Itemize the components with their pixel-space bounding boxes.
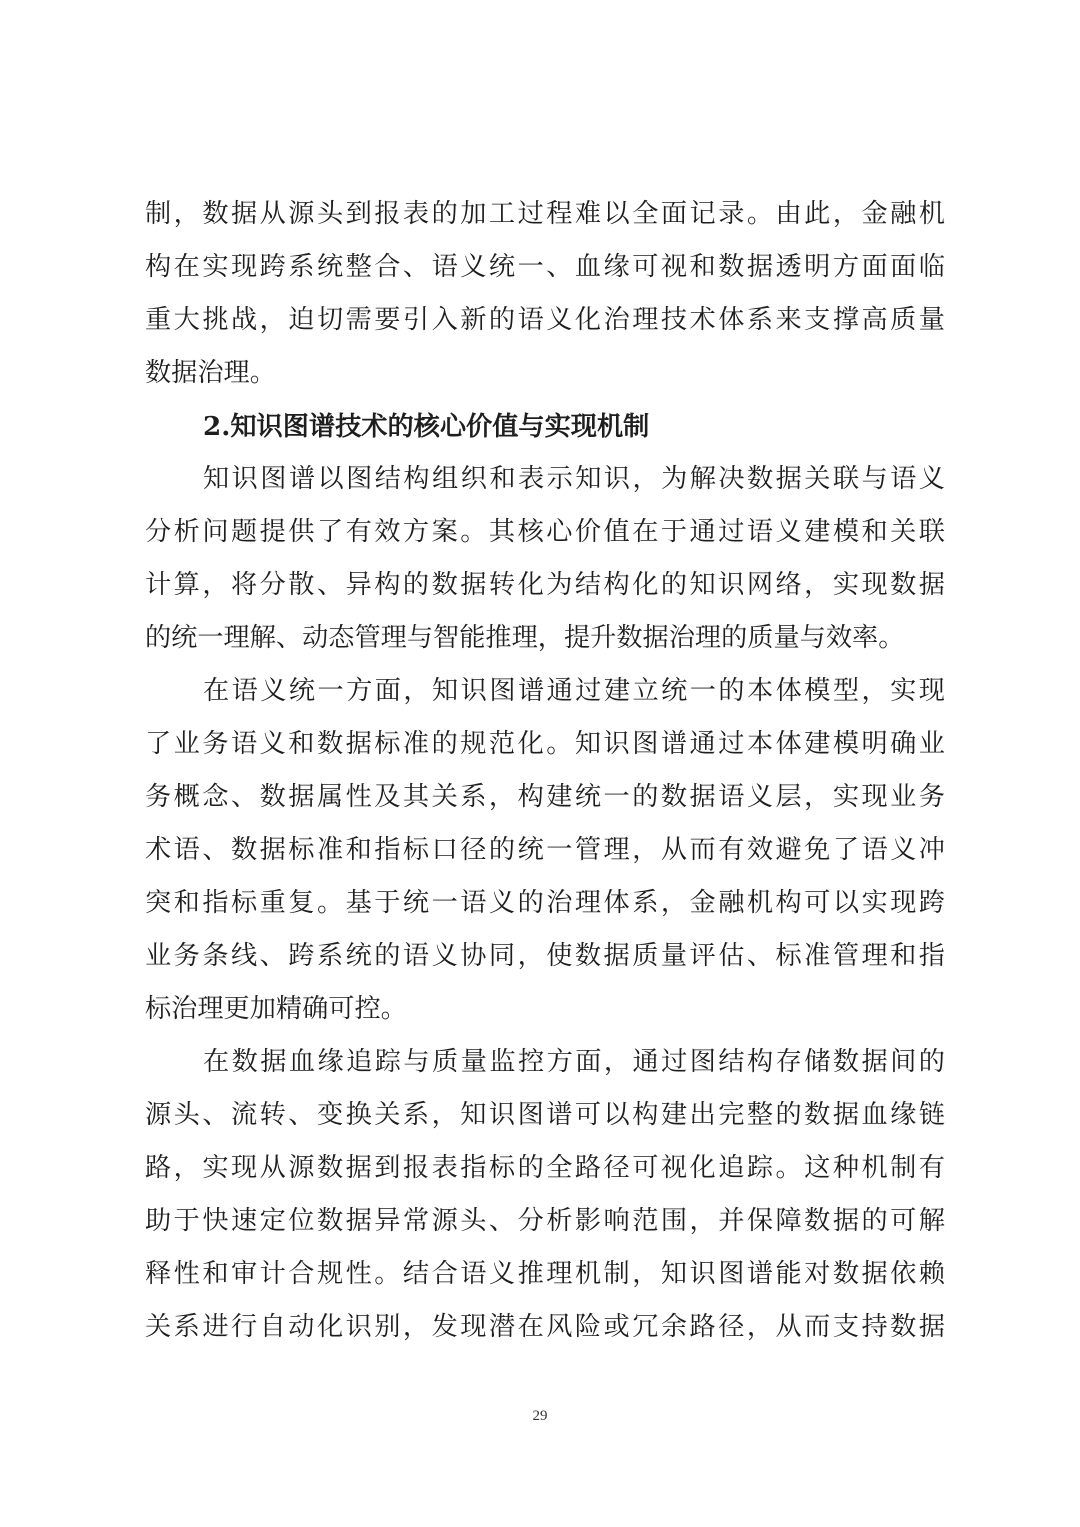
text-line: 标治理更加精确可控。 xyxy=(145,994,407,1024)
document-body xyxy=(145,188,945,1354)
text-line: 知识图谱以图结构组织和表示知识，为解决数据关联与语义 xyxy=(203,464,945,494)
paragraph-1 xyxy=(145,188,945,400)
text-line: 分析问题提供了有效方案。其核心价值在于通过语义建模和关联 xyxy=(145,517,945,547)
paragraph-2 xyxy=(145,453,945,665)
text-line: 制，数据从源头到报表的加工过程难以全面记录。由此，金融机 xyxy=(145,199,945,229)
text-line: 数据治理。 xyxy=(145,358,276,388)
section-heading: 2.知识图谱技术的核心价值与实现机制 xyxy=(203,411,650,442)
text-line: 在数据血缘追踪与质量监控方面，通过图结构存储数据间的 xyxy=(203,1047,945,1077)
text-line: 源头、流转、变换关系，知识图谱可以构建出完整的数据血缘链 xyxy=(145,1100,945,1130)
text-line: 突和指标重复。基于统一语义的治理体系，金融机构可以实现跨 xyxy=(145,888,945,918)
text-line: 计算，将分散、异构的数据转化为结构化的知识网络，实现数据 xyxy=(145,570,945,600)
text-line: 务概念、数据属性及其关系，构建统一的数据语义层，实现业务 xyxy=(145,782,945,812)
text-line: 在语义统一方面，知识图谱通过建立统一的本体模型，实现 xyxy=(203,676,945,706)
text-line: 关系进行自动化识别，发现潜在风险或冗余路径，从而支持数据 xyxy=(145,1312,945,1342)
text-line: 释性和审计合规性。结合语义推理机制，知识图谱能对数据依赖 xyxy=(145,1259,945,1289)
text-line: 业务条线、跨系统的语义协同，使数据质量评估、标准管理和指 xyxy=(145,941,945,971)
text-line: 了业务语义和数据标准的规范化。知识图谱通过本体建模明确业 xyxy=(145,729,945,759)
text-line: 的统一理解、动态管理与智能推理，提升数据治理的质量与效率。 xyxy=(145,623,905,653)
text-line: 助于快速定位数据异常源头、分析影响范围，并保障数据的可解 xyxy=(145,1206,945,1236)
text-line: 路，实现从源数据到报表指标的全路径可视化追踪。这种机制有 xyxy=(145,1153,945,1183)
paragraph-3 xyxy=(145,665,945,1036)
text-line: 术语、数据标准和指标口径的统一管理，从而有效避免了语义冲 xyxy=(145,835,945,865)
page-number: 29 xyxy=(532,1408,548,1424)
text-line: 构在实现跨系统整合、语义统一、血缘可视和数据透明方面面临 xyxy=(145,252,945,282)
text-line: 重大挑战，迫切需要引入新的语义化治理技术体系来支撑高质量 xyxy=(145,305,945,335)
paragraph-4 xyxy=(145,1036,945,1354)
